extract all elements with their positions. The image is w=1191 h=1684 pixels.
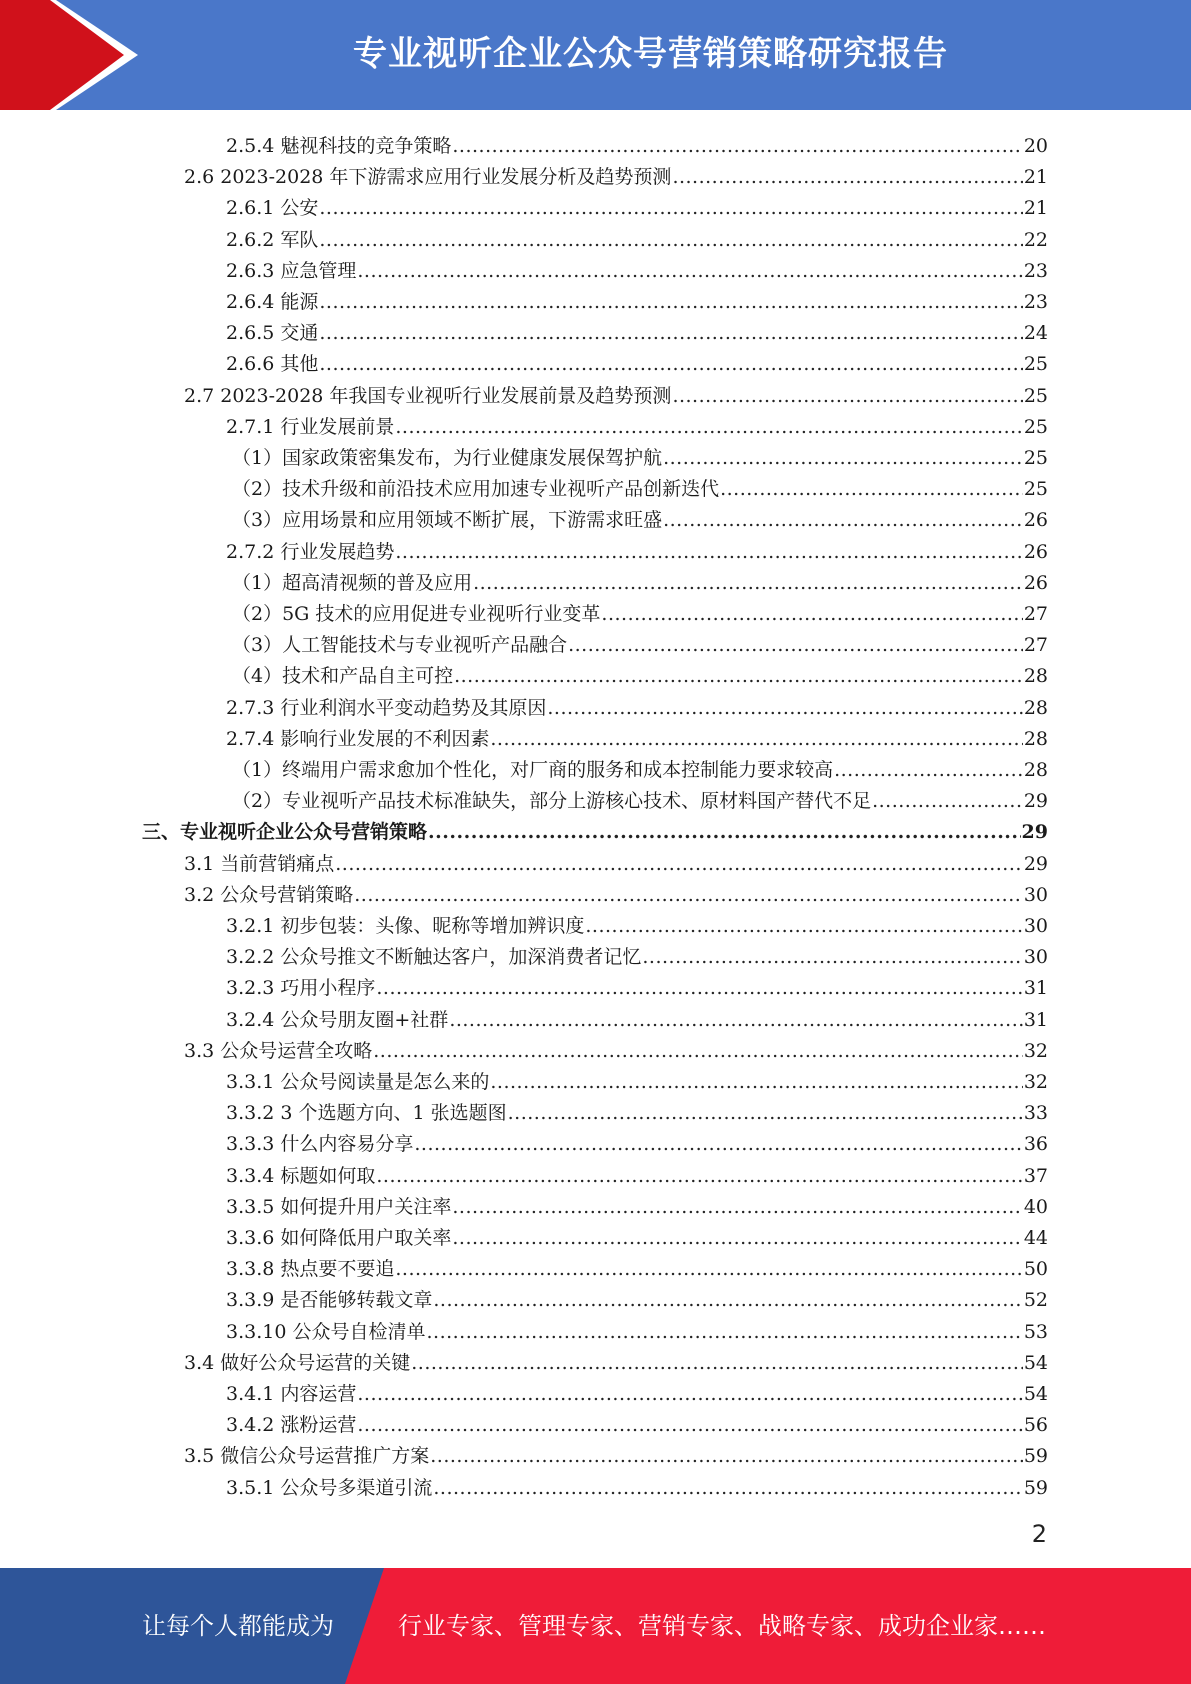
toc-dot-leader [872, 789, 1023, 813]
toc-entry-page: 54 [1023, 1383, 1048, 1405]
toc-dot-leader [642, 945, 1022, 969]
toc-entry-page: 28 [1023, 696, 1048, 719]
toc-entry[interactable] [142, 813, 1048, 844]
toc-entry-page: 53 [1023, 1320, 1048, 1343]
toc-entry[interactable] [232, 782, 1048, 813]
toc-entry-label: 3.2.1 初步包装：头像、昵称等增加辨识度 [226, 915, 585, 937]
toc-entry-label: 3.3.9 是否能够转载文章 [226, 1289, 433, 1312]
toc-entry[interactable] [226, 1375, 1048, 1406]
toc-entry-page: 20 [1023, 135, 1048, 157]
toc-dot-leader [672, 384, 1022, 408]
toc-dot-leader [452, 134, 1022, 158]
toc-entry-label: （1）国家政策密集发布，为行业健康发展保驾护航 [232, 447, 663, 469]
toc-entry-page: 52 [1023, 1289, 1048, 1312]
toc-entry-page: 29 [1023, 852, 1048, 875]
toc-dot-leader [319, 196, 1022, 220]
toc-entry[interactable] [226, 720, 1048, 751]
toc-entry-label: 3.2.3 巧用小程序 [226, 977, 376, 1000]
toc-dot-leader [414, 1132, 1022, 1156]
toc-entry-label: 3.5.1 公众号多渠道引流 [226, 1476, 433, 1499]
toc-entry-page: 56 [1023, 1414, 1048, 1437]
toc-entry[interactable] [232, 470, 1048, 501]
toc-dot-leader [319, 290, 1022, 314]
toc-dot-leader [473, 571, 1023, 595]
toc-entry-label: 3.3.1 公众号阅读量是怎么来的 [226, 1071, 490, 1093]
toc-entry-page: 27 [1023, 603, 1048, 625]
toc-entry-label: （4）技术和产品自主可控 [232, 665, 454, 688]
toc-entry[interactable] [226, 533, 1048, 564]
toc-entry-page: 28 [1023, 759, 1048, 781]
toc-entry-page: 21 [1023, 197, 1048, 220]
toc-entry[interactable] [184, 876, 1048, 907]
toc-entry-page: 32 [1023, 1039, 1048, 1062]
toc-dot-leader [672, 165, 1022, 189]
toc-entry-page: 29 [1023, 790, 1048, 813]
toc-dot-leader [720, 477, 1023, 501]
toc-entry-label: 2.7.1 行业发展前景 [226, 415, 395, 438]
toc-dot-leader [319, 321, 1022, 345]
toc-entry-label: 3.3.5 如何提升用户关注率 [226, 1195, 452, 1218]
toc-entry[interactable] [226, 907, 1048, 938]
footer-slogan-left: 让每个人都能成为 [142, 1612, 334, 1640]
toc-dot-leader [376, 976, 1022, 1000]
toc-dot-leader [452, 1195, 1022, 1219]
toc-entry-page: 31 [1023, 977, 1048, 1000]
toc-entry-page: 54 [1023, 1351, 1048, 1374]
toc-entry-page: 30 [1023, 883, 1048, 906]
toc-dot-leader [568, 633, 1023, 657]
toc-entry-page: 25 [1023, 478, 1048, 501]
toc-entry[interactable] [226, 1469, 1048, 1500]
toc-entry-page: 30 [1023, 915, 1048, 937]
toc-entry-page: 59 [1023, 1476, 1048, 1499]
toc-entry-page: 40 [1023, 1195, 1048, 1218]
toc-dot-leader [834, 758, 1023, 782]
toc-entry-page: 28 [1023, 665, 1048, 688]
toc-entry-label: 三、专业视听企业公众号营销策略 [142, 821, 428, 844]
toc-entry-page: 26 [1023, 509, 1048, 532]
toc-entry[interactable] [226, 1157, 1048, 1188]
toc-entry-label: 2.6.3 应急管理 [226, 259, 357, 282]
toc-entry-page: 27 [1023, 634, 1048, 657]
toc-dot-leader [663, 446, 1023, 470]
toc-entry-page: 22 [1023, 228, 1048, 251]
toc-dot-leader [395, 415, 1022, 439]
toc-entry-page: 23 [1023, 259, 1048, 282]
toc-dot-leader [395, 540, 1022, 564]
page-number: 2 [1031, 1520, 1047, 1548]
toc-entry-label: 2.6.5 交通 [226, 322, 319, 345]
toc-entry-label: 3.3 公众号运营全攻略 [184, 1039, 373, 1062]
toc-entry-page: 33 [1023, 1102, 1048, 1125]
document-title: 专业视听企业公众号营销策略研究报告 [353, 34, 948, 74]
toc-entry-page: 25 [1023, 415, 1048, 438]
toc-dot-leader [547, 696, 1022, 720]
header-arrow-decoration [0, 0, 160, 110]
toc-dot-leader [490, 1070, 1022, 1094]
toc-entry-label: 2.7 2023-2028 年我国专业视听行业发展前景及趋势预测 [184, 384, 672, 407]
toc-entry-page: 59 [1023, 1445, 1048, 1468]
toc-entry[interactable] [226, 252, 1048, 283]
toc-entry[interactable] [226, 1188, 1048, 1219]
toc-entry-page: 21 [1023, 166, 1048, 189]
toc-entry-label: 3.2.2 公众号推文不断触达客户，加深消费者记忆 [226, 946, 642, 969]
toc-dot-leader [585, 914, 1022, 938]
toc-entry-page: 25 [1023, 384, 1048, 407]
toc-entry-label: （1）超高清视频的普及应用 [232, 571, 473, 594]
footer-slogan-right: 行业专家、管理专家、营销专家、战略专家、成功企业家…… [398, 1612, 1046, 1640]
toc-entry-page: 37 [1023, 1164, 1048, 1187]
toc-dot-leader [430, 1444, 1023, 1468]
toc-entry-label: 3.2.4 公众号朋友圈+社群 [226, 1008, 449, 1031]
toc-dot-leader [335, 852, 1023, 876]
toc-entry[interactable] [226, 938, 1048, 969]
toc-entry[interactable] [226, 1250, 1048, 1281]
toc-entry-label: 2.7.3 行业利润水平变动趋势及其原因 [226, 696, 547, 719]
toc-entry-label: （2）专业视听产品技术标准缺失，部分上游核心技术、原材料国产替代不足 [232, 790, 872, 813]
toc-entry[interactable] [226, 1219, 1048, 1250]
toc-dot-leader [395, 1257, 1022, 1281]
toc-entry[interactable] [226, 127, 1048, 158]
toc-dot-leader [373, 1039, 1023, 1063]
toc-dot-leader [354, 883, 1023, 907]
toc-entry-label: 3.3.2 3 个选题方向、1 张选题图 [226, 1102, 507, 1125]
toc-entry-label: 3.4.1 内容运营 [226, 1383, 357, 1405]
toc-dot-leader [433, 1288, 1022, 1312]
toc-entry-label: 3.4.2 涨粉运营 [226, 1414, 357, 1437]
toc-entry[interactable] [232, 626, 1048, 657]
toc-dot-leader [357, 1413, 1022, 1437]
toc-dot-leader [601, 602, 1022, 626]
toc-entry-page: 30 [1023, 946, 1048, 969]
toc-entry[interactable] [232, 439, 1048, 470]
toc-entry-label: 3.2 公众号营销策略 [184, 883, 354, 906]
toc-entry-page: 31 [1023, 1008, 1048, 1031]
toc-entry-label: 3.3.8 热点要不要追 [226, 1258, 395, 1281]
toc-dot-leader [426, 1320, 1022, 1344]
toc-entry[interactable] [184, 845, 1048, 876]
toc-dot-leader [357, 259, 1022, 283]
toc-entry[interactable] [184, 377, 1048, 408]
toc-entry[interactable] [184, 158, 1048, 189]
page-footer [0, 1568, 1191, 1684]
toc-entry[interactable] [232, 501, 1048, 532]
toc-entry[interactable] [226, 1001, 1048, 1032]
toc-entry[interactable] [232, 564, 1048, 595]
toc-entry-label: （3）人工智能技术与专业视听产品融合 [232, 634, 568, 657]
toc-entry[interactable] [226, 221, 1048, 252]
toc-dot-leader [663, 508, 1023, 532]
toc-entry[interactable] [226, 283, 1048, 314]
toc-dot-leader [452, 1226, 1022, 1250]
toc-entry-label: （2）技术升级和前沿技术应用加速专业视听产品创新迭代 [232, 478, 720, 501]
toc-dot-leader [433, 1476, 1022, 1500]
toc-entry-label: 2.7.2 行业发展趋势 [226, 540, 395, 563]
toc-entry-label: 3.3.3 什么内容易分享 [226, 1133, 414, 1156]
toc-entry-label: 2.6.2 军队 [226, 228, 319, 251]
toc-dot-leader [357, 1382, 1022, 1406]
toc-entry-page: 36 [1023, 1133, 1048, 1156]
toc-entry[interactable] [226, 1125, 1048, 1156]
toc-entry-label: 3.3.6 如何降低用户取关率 [226, 1227, 452, 1249]
toc-entry-label: 2.5.4 魅视科技的竞争策略 [226, 135, 452, 157]
toc-entry-page: 50 [1023, 1258, 1048, 1281]
toc-entry[interactable] [226, 1281, 1048, 1312]
toc-entry-label: 3.5 微信公众号运营推广方案 [184, 1445, 430, 1468]
toc-entry-label: （2）5G 技术的应用促进专业视听行业变革 [232, 603, 601, 625]
toc-entry[interactable] [226, 1063, 1048, 1094]
toc-entry-page: 25 [1023, 353, 1048, 376]
toc-entry-page: 29 [1021, 821, 1048, 844]
toc-entry-label: 2.7.4 影响行业发展的不利因素 [226, 727, 490, 750]
toc-entry[interactable] [226, 969, 1048, 1000]
toc-entry-label: 3.3.4 标题如何取 [226, 1164, 376, 1187]
toc-dot-leader [449, 1008, 1023, 1032]
toc-dot-leader [428, 820, 1021, 844]
toc-entry[interactable] [226, 1094, 1048, 1125]
toc-entry[interactable] [184, 1032, 1048, 1063]
toc-entry-label: 3.4 做好公众号运营的关键 [184, 1351, 411, 1374]
toc-entry-label: 2.6.6 其他 [226, 353, 319, 376]
toc-entry[interactable] [226, 189, 1048, 220]
toc-entry[interactable] [226, 345, 1048, 376]
page-header [0, 0, 1191, 110]
toc-entry[interactable] [226, 1406, 1048, 1437]
toc-entry-label: （3）应用场景和应用领域不断扩展，下游需求旺盛 [232, 509, 663, 532]
toc-entry-label: 3.3.10 公众号自检清单 [226, 1320, 426, 1343]
toc-entry[interactable] [184, 1437, 1048, 1468]
toc-entry[interactable] [226, 689, 1048, 720]
toc-entry[interactable] [232, 751, 1048, 782]
toc-entry-label: 2.6 2023-2028 年下游需求应用行业发展分析及趋势预测 [184, 166, 672, 189]
toc-dot-leader [508, 1101, 1023, 1125]
toc-dot-leader [411, 1351, 1023, 1375]
toc-entry-label: 2.6.1 公安 [226, 197, 319, 220]
toc-entry-label: 3.1 当前营销痛点 [184, 852, 335, 875]
toc-entry-label: 2.6.4 能源 [226, 291, 319, 313]
toc-dot-leader [454, 664, 1023, 688]
toc-entry-label: （1）终端用户需求愈加个性化，对厂商的服务和成本控制能力要求较高 [232, 759, 834, 781]
toc-entry[interactable] [184, 1344, 1048, 1375]
toc-dot-leader [376, 1164, 1022, 1188]
toc-entry[interactable] [232, 657, 1048, 688]
toc-entry-page: 26 [1023, 571, 1048, 594]
toc-entry-page: 44 [1023, 1227, 1048, 1249]
toc-entry-page: 28 [1023, 727, 1048, 750]
toc-dot-leader [319, 228, 1022, 252]
toc-entry-page: 25 [1023, 447, 1048, 469]
toc-entry[interactable] [232, 595, 1048, 626]
toc-entry[interactable] [226, 314, 1048, 345]
toc-dot-leader [490, 727, 1022, 751]
toc-entry[interactable] [226, 408, 1048, 439]
toc-dot-leader [319, 352, 1022, 376]
toc-entry-page: 32 [1023, 1071, 1048, 1093]
toc-entry-page: 26 [1023, 540, 1048, 563]
toc-entry-page: 23 [1023, 291, 1048, 313]
toc-entry[interactable] [226, 1313, 1048, 1344]
toc-entry-page: 24 [1023, 322, 1048, 345]
